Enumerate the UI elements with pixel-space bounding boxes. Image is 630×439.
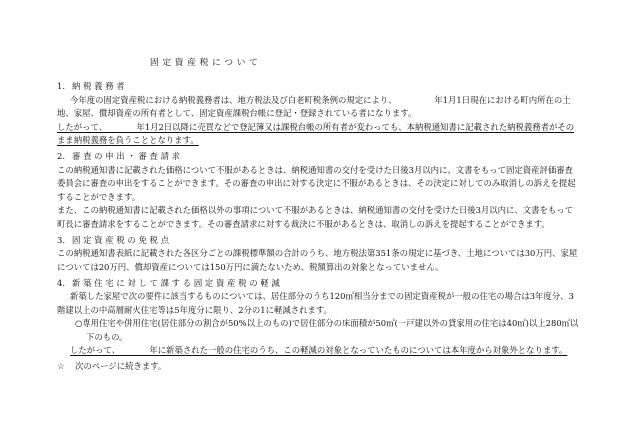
section-title: 納税義務者: [72, 81, 128, 91]
paragraph: この納税通知書表紙に記載された各区分ごとの課税標準額の合計のうち、地方税法第351条の規定に基づき、土地については30万円、家屋については20万円、償却資産については150万円に満たないため、税額算出の対象となっていません。: [57, 248, 578, 272]
section-heading: [57, 234, 579, 248]
underlined-paragraph: したがって、 年1月2日以降に売買などで登記簿又は課税台帳の所有者が変わっても、本納税通知書に記載された納税義務者がそのまま納税義務を負うこととなります。: [57, 121, 575, 145]
section-title: 新築住宅に対して課する固定資産税の軽減: [72, 277, 283, 288]
section-heading: [57, 80, 579, 94]
section-number: 3.: [57, 234, 65, 245]
section-heading: [57, 150, 579, 164]
section-title: 審査の申出・審査請求: [72, 151, 183, 161]
section-heading: [57, 277, 579, 291]
star-icon: ☆: [57, 361, 65, 371]
section-number: 4.: [57, 277, 65, 288]
requirement-item: ○専用住宅や併用住宅(居住部分の割合が50%以上のもの)で居住部分の床面積が50㎡(一戸建以外の貸家用の住宅は40㎡)以上280㎡以下のもの。: [75, 318, 579, 342]
underlined-paragraph: したがって、 年に新築された一般の住宅のうち、この軽減の対象となっていたものについては本年度から対象外となります。: [70, 345, 568, 355]
section-review-request: [57, 150, 579, 231]
document-body: [57, 80, 579, 374]
paragraph: この納税通知書に記載された価格について不服があるときは、納税通知書の交付を受けた日後3月以内に、文書をもって固定資産評価審査委員会に審査の申出をすることができます。その審査の申出に対する決定に不服があるときは、その決定に対してのみ取消しの訴えを提起することができます。: [57, 164, 576, 202]
section-new-house-reduction: [57, 277, 579, 358]
paragraph: 新築した家屋で次の要件に該当するものについては、居住部分のうち120㎡相当分までの固定資産税が一般の住宅の場合は3年度分、3階建以上の中高層耐火住宅等は5年度分に限り、2分の1に軽減されます。: [57, 291, 574, 315]
continued-note: [57, 360, 579, 374]
section-title: 固定資産税の免税点: [72, 234, 172, 245]
paragraph: また、この納税通知書に記載された価格以外の事項について不服があるときは、納税通知書の交付を受けた日後3月以内に、文書をもって町長に審査請求をすることができます。その審査請求に対する裁決に不服があるときは、取消しの訴えを提起することができます。: [57, 205, 574, 229]
section-tax-exemption-point: [57, 234, 579, 275]
section-number: 2.: [57, 151, 65, 161]
section-taxpayer: [57, 80, 579, 148]
continued-text: 次のページに続きます。: [75, 361, 167, 371]
paragraph: 今年度の固定資産税における納税義務者は、地方税法及び白老町税条例の規定により、 年1月1日現在における町内所在の土地、家屋、償却資産の所有者として、固定資産課税台帳に登記・登録されている者になります。: [57, 94, 571, 118]
document-title: 固定資産税について: [150, 58, 262, 68]
section-number: 1.: [57, 81, 65, 91]
